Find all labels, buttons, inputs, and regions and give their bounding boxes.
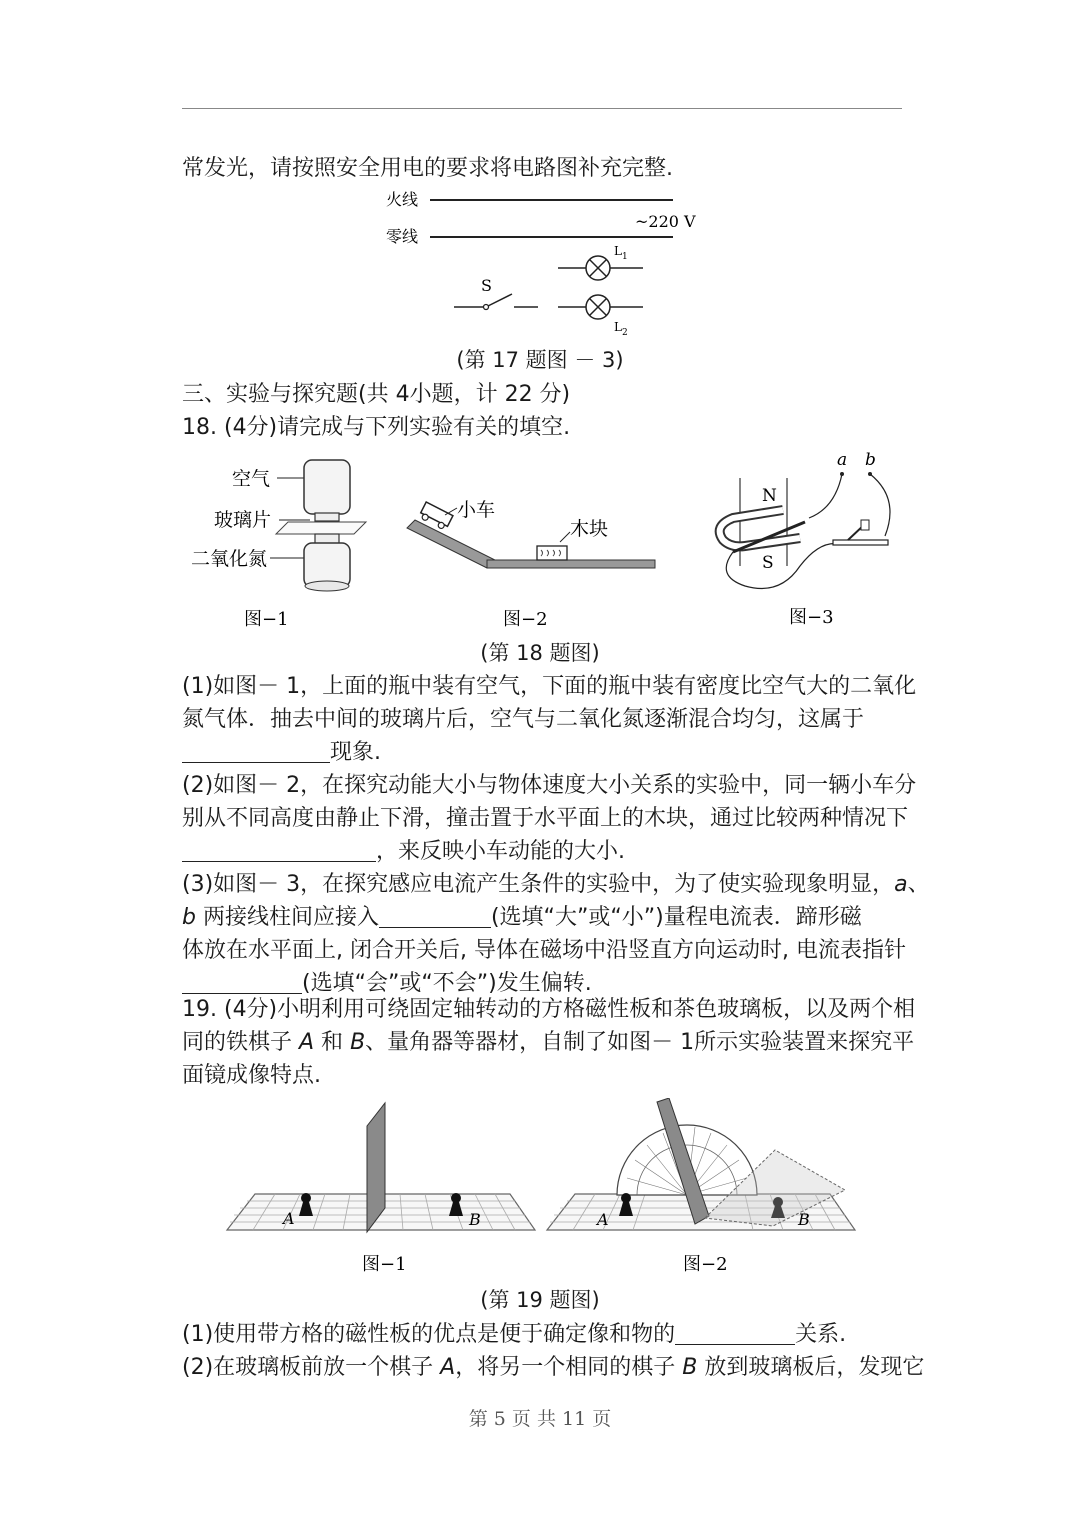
glass-label: 玻璃片: [214, 509, 272, 531]
section-3-title: 三、实验与探究题(共 4小题，计 22 分): [182, 382, 571, 407]
q18-caption: (第 18 题图): [480, 641, 600, 665]
q18-fig1-gas-diffusion: [182, 450, 392, 640]
q19-fig2-label: 图−2: [683, 1254, 728, 1275]
piece-a-label: A: [283, 1209, 295, 1228]
piece-b-label-2: B: [798, 1210, 810, 1229]
q19-caption: (第 19 题图): [480, 1288, 600, 1312]
live-wire-label: 火线: [386, 190, 419, 209]
q19-fig1-label: 图−1: [362, 1254, 407, 1275]
fig2-label: 图−2: [503, 609, 548, 630]
voltage-label: ~220 V: [635, 212, 696, 231]
q18-p3-line3: 体放在水平面上, 闭合开关后, 导体在磁场中沿竖直方向运动时, 电流表指针: [182, 938, 906, 963]
magnet-s-label: S: [762, 553, 774, 573]
q19-line1: 19. (4分)小明利用可绕固定轴转动的方格磁性板和茶色玻璃板，以及两个相: [182, 997, 916, 1022]
neutral-wire-label: 零线: [386, 227, 419, 246]
fig3-label: 图−3: [789, 607, 834, 628]
knife-switch: [833, 540, 888, 545]
q18-fig3-induction: [705, 448, 905, 640]
bottom-bottle: [304, 543, 350, 587]
q19-fig2-protractor: [545, 1098, 860, 1283]
q18-blank-1[interactable]: [182, 740, 330, 763]
magnet-n-label: N: [762, 486, 777, 506]
car-label: 小车: [457, 499, 496, 521]
lamp-l1-label: $L_1$: [614, 244, 628, 262]
q17-circuit-figure: [380, 185, 720, 340]
q18-p3-line1: (3)如图－ 3，在探究感应电流产生条件的实验中，为了使实验现象明显，a、: [182, 872, 930, 897]
q18-p2-line3: ，来反映小车动能的大小.: [182, 835, 625, 868]
terminal-b-label: b: [865, 450, 876, 470]
horizontal-plane: [487, 560, 655, 568]
q19-line2: 同的铁棋子 A 和 B、量角器等器材，自制了如图－ 1所示实验装置来探究平: [182, 1030, 915, 1055]
top-bottle: [304, 460, 350, 514]
q18-blank-3[interactable]: [379, 905, 491, 928]
q19-fig1-board: [225, 1098, 540, 1283]
q17-tail-text: 常发光，请按照安全用电的要求将电路图补充完整.: [182, 156, 673, 181]
piece-b-label: B: [469, 1210, 481, 1229]
q18-p2-line2: 别从不同高度由静止下滑，撞击置于水平面上的木块，通过比较两种情况下: [182, 806, 909, 831]
q19-blank-1[interactable]: [675, 1322, 795, 1345]
glass-plate: [276, 522, 366, 534]
q19-p2: (2)在玻璃板前放一个棋子 A，将另一个相同的棋子 B 放到玻璃板后，发现它: [182, 1355, 925, 1380]
q18-p3-line4: (选填“会”或“不会”)发生偏转.: [182, 967, 592, 1000]
fig1-label: 图−1: [244, 609, 289, 630]
no2-label: 二氧化氮: [191, 548, 268, 570]
air-label: 空气: [232, 468, 271, 490]
q19-p1: (1)使用带方格的磁性板的优点是便于确定像和物的 关系.: [182, 1322, 847, 1347]
switch-label: S: [481, 276, 492, 295]
switch-s: [484, 305, 489, 310]
q18-p1-line2: 氮气体．抽去中间的玻璃片后，空气与二氧化氮逐渐混合均匀，这属于: [182, 707, 865, 732]
lamp-l2-label: $L_2$: [614, 320, 628, 338]
q18-stem: 18. (4分)请完成与下列实验有关的填空.: [182, 415, 571, 440]
piece-a-label-2: A: [597, 1210, 609, 1229]
q18-p1-line1: (1)如图－ 1，上面的瓶中装有空气，下面的瓶中装有密度比空气大的二氧化: [182, 674, 917, 699]
block-label: 木块: [570, 518, 609, 540]
page-footer: 第 5 页 共 11 页: [468, 1408, 612, 1430]
q19-line3: 面镜成像特点.: [182, 1063, 321, 1088]
wood-block: [537, 546, 567, 560]
q18-fig2-incline: [405, 490, 660, 640]
header-rule: [182, 108, 902, 109]
q18-blank-4[interactable]: [182, 971, 302, 994]
q18-p1-line3: 现象.: [182, 736, 381, 769]
q18-p2-line1: (2)如图－ 2，在探究动能大小与物体速度大小关系的实验中，同一辆小车分: [182, 773, 917, 798]
q18-blank-2[interactable]: [182, 839, 376, 862]
q17-caption: (第 17 题图 － 3): [456, 348, 624, 372]
terminal-a-label: a: [837, 450, 848, 470]
q18-p3-line2: b 两接线柱间应接入 (选填“大”或“小”)量程电流表．蹄形磁: [182, 905, 862, 930]
